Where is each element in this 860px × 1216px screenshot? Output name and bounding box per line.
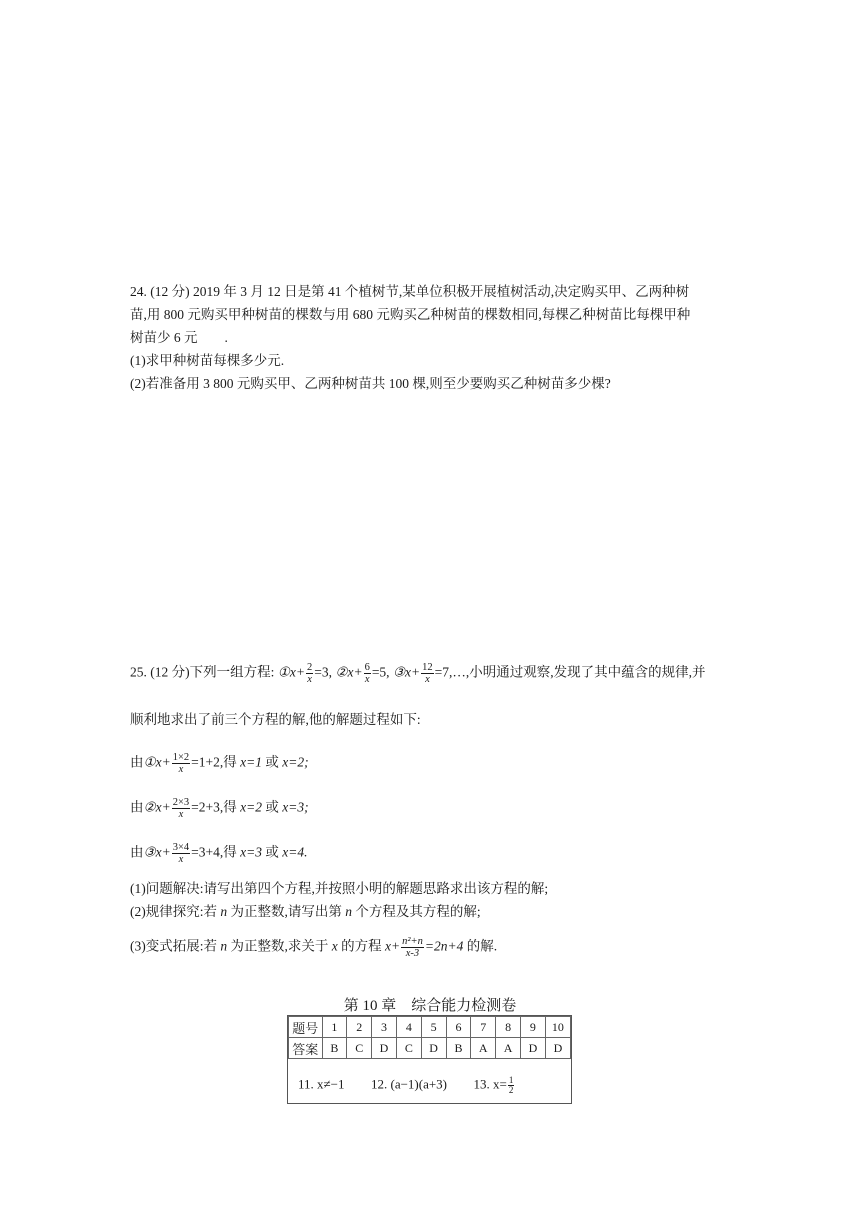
answer-table <box>288 1016 571 1059</box>
step1-pre: 由 <box>130 754 144 770</box>
step2-text: 得 <box>223 799 241 815</box>
step3-sol2: x=4. <box>282 844 308 860</box>
fill-in-answers <box>298 1076 515 1095</box>
part3-var-n: n <box>220 938 228 954</box>
part3-var-x: x <box>331 938 338 954</box>
eq3-num: 12 <box>422 662 433 673</box>
q25-intro <box>130 662 706 685</box>
eq1-den: x <box>307 674 312 685</box>
eq2-fraction <box>364 662 371 685</box>
eq1-lhs: ①x+ <box>277 664 305 680</box>
q25-step2 <box>130 797 309 820</box>
q25-intro-suffix: …,小明通过观察,发现了其中蕴含的规律,并 <box>452 664 706 680</box>
step1-fraction <box>172 752 190 775</box>
step2-sol1: x=2 <box>240 799 262 815</box>
q25-part2 <box>130 902 481 922</box>
q24-line1: 24. (12 分) 2019 年 3 月 12 日是第 41 个植树节,某单位积极开展植树活动,决定购买甲、乙两种树 <box>130 284 690 299</box>
step2-fraction <box>172 797 190 820</box>
step1-den: x <box>178 764 184 775</box>
step1-or: 或 <box>261 754 283 770</box>
answer-11: 11. x≠−1 <box>298 1076 345 1092</box>
answer-letter: A <box>471 1038 496 1059</box>
eq2-rhs: =5, <box>371 664 390 680</box>
eq3-rhs: =7, <box>434 664 453 680</box>
answer-letter: C <box>347 1038 372 1059</box>
part3-text-a: (3)变式拓展:若 <box>130 938 221 954</box>
answer-key-title: 第 10 章 综合能力检测卷 <box>343 998 517 1014</box>
part2-text-a: (2)规律探究:若 <box>130 904 221 919</box>
q25-part3 <box>130 936 497 959</box>
answer-letter: A <box>496 1038 521 1059</box>
q25-part1: (1)问题解决:请写出第四个方程,并按照小明的解题思路求出该方程的解; <box>130 881 549 896</box>
part3-eq-rhs: =2n+4 <box>424 938 464 954</box>
eq2-num: 6 <box>364 662 370 673</box>
answer-letter: C <box>396 1038 421 1059</box>
answer-13: 13. x= <box>473 1076 507 1092</box>
step2-sol2: x=3; <box>282 799 309 815</box>
step2-rhs: =2+3, <box>191 799 224 815</box>
answer-13-fraction <box>508 1076 515 1095</box>
eq3-lhs: ③x+ <box>392 664 421 680</box>
q25-line2: 顺利地求出了前三个方程的解,他的解题过程如下: <box>130 712 421 727</box>
eq1-rhs: =3, <box>314 664 332 680</box>
question-number: 6 <box>446 1017 471 1038</box>
row-label-answer: 答案 <box>289 1038 323 1059</box>
question-number: 2 <box>347 1017 372 1038</box>
eq3-den: x <box>425 674 430 685</box>
eq2-lhs: ②x+ <box>335 664 363 680</box>
answer-letter: D <box>545 1038 570 1059</box>
step3-fraction <box>172 842 190 865</box>
step1-sol1: x=1 <box>240 754 262 770</box>
row-label-question: 题号 <box>289 1017 323 1038</box>
answer-13-den: 2 <box>508 1085 514 1095</box>
question-number: 8 <box>496 1017 521 1038</box>
step1-rhs: =1+2, <box>191 754 224 770</box>
q25-step1 <box>130 752 309 775</box>
q24-line2: 苗,用 800 元购买甲种树苗的棵数与用 680 元购买乙种树苗的棵数相同,每棵乙种树苗比每棵甲种 <box>130 307 691 322</box>
answer-letter: B <box>446 1038 471 1059</box>
step3-num: 3×4 <box>172 842 190 853</box>
part2-text-c: 个方程及其方程的解; <box>352 904 481 919</box>
part3-text-b: 为正整数,求关于 <box>227 938 332 954</box>
eq1-num: 2 <box>306 662 313 673</box>
answer-13-num: 1 <box>508 1075 514 1085</box>
answer-letter: B <box>322 1038 347 1059</box>
q24-part2: (2)若准备用 3 800 元购买甲、乙两种树苗共 100 棵,则至少要购买乙种树苗多少棵? <box>130 376 611 391</box>
step2-lhs: ②x+ <box>143 799 171 815</box>
answer-table-row-numbers <box>289 1017 571 1038</box>
step3-pre: 由 <box>130 844 144 860</box>
step3-rhs: =3+4, <box>191 844 224 860</box>
answer-letter: D <box>372 1038 397 1059</box>
step3-text: 得 <box>223 844 241 860</box>
eq1-fraction <box>306 662 313 685</box>
step1-text: 得 <box>223 754 241 770</box>
part3-den: x-3 <box>405 948 420 959</box>
question-number: 5 <box>421 1017 446 1038</box>
answer-table-row-answers <box>289 1038 571 1059</box>
question-number: 10 <box>545 1017 570 1038</box>
step2-den: x <box>178 809 184 820</box>
q24-line3: 树苗少 6 元 . <box>130 330 228 345</box>
question-number: 9 <box>521 1017 546 1038</box>
answer-letter: D <box>421 1038 446 1059</box>
step3-sol1: x=3 <box>240 844 262 860</box>
answer-key-box <box>287 1015 572 1104</box>
part3-text-c: 的方程 <box>337 938 385 954</box>
question-number: 4 <box>396 1017 421 1038</box>
step1-sol2: x=2; <box>282 754 309 770</box>
part2-var-n: n <box>220 904 228 919</box>
q24-part1: (1)求甲种树苗每棵多少元. <box>130 353 285 368</box>
step2-or: 或 <box>261 799 283 815</box>
q25-step3 <box>130 842 307 865</box>
part3-text-d: 的解. <box>463 938 498 954</box>
part3-fraction <box>401 936 424 959</box>
step1-lhs: ①x+ <box>143 754 171 770</box>
step2-num: 2×3 <box>172 797 190 808</box>
step3-or: 或 <box>261 844 283 860</box>
answer-letter: D <box>521 1038 546 1059</box>
q25-intro-prefix: 25. (12 分)下列一组方程: <box>130 664 275 680</box>
eq2-den: x <box>364 674 370 685</box>
question-number: 7 <box>471 1017 496 1038</box>
question-number: 1 <box>322 1017 347 1038</box>
question-number: 3 <box>372 1017 397 1038</box>
eq3-fraction <box>421 662 434 685</box>
step3-den: x <box>178 854 184 865</box>
step2-pre: 由 <box>130 799 144 815</box>
answer-12: 12. (a−1)(a+3) <box>370 1076 448 1092</box>
step1-num: 1×2 <box>172 752 190 763</box>
part2-text-b: 为正整数,请写出第 <box>227 904 346 919</box>
part3-num: n²+n <box>402 936 423 947</box>
step3-lhs: ③x+ <box>143 844 171 860</box>
part3-eq-lhs: x+ <box>385 938 401 954</box>
part2-var-n2: n <box>345 904 352 919</box>
